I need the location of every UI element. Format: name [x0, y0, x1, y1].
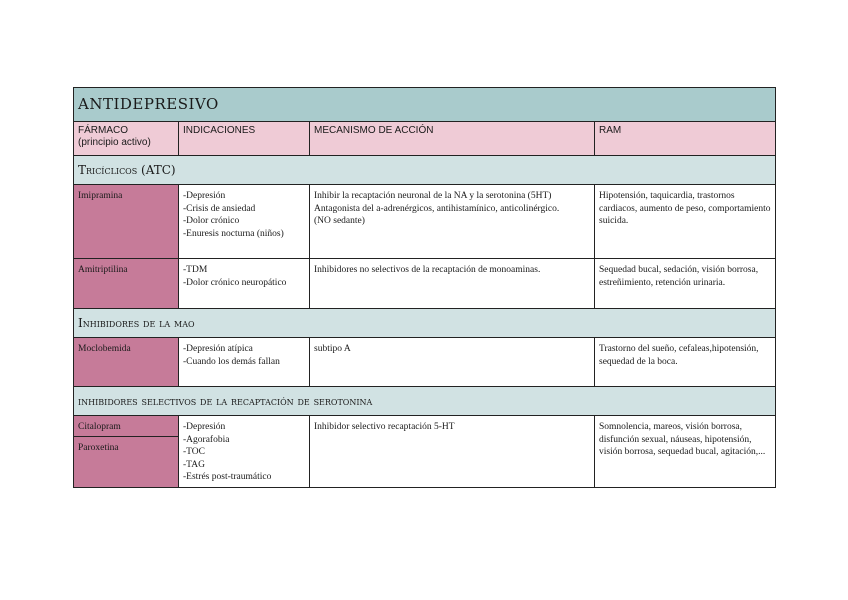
ram-cell: Hipotensión, taquicardia, trastornos cardiacos, aumento de peso, comportamiento suicida.	[595, 185, 776, 259]
antidepresivo-table	[73, 87, 776, 488]
section-triciclicos: Tricíclicos (ATC)	[74, 156, 776, 185]
mechanism-cell: Inhibir la recaptación neuronal de la NA y la serotonina (5HT) Antagonista del a-adrenérgicos, antihistamínico, anticolinérgico. (NO sedante)	[310, 185, 595, 259]
header-mecanismo: MECANISMO DE ACCIÓN	[310, 122, 595, 156]
table-row	[74, 338, 776, 387]
header-row	[74, 122, 776, 156]
drug-cell: Paroxetina	[74, 437, 179, 488]
table-row	[74, 259, 776, 309]
section-imao: Inhibidores de la mao	[74, 309, 776, 338]
indications-cell: -Depresión -Agorafobia -TOC -TAG -Estrés post-traumático	[179, 416, 310, 488]
indications-cell: -TDM -Dolor crónico neuropático	[179, 259, 310, 309]
section-row	[74, 387, 776, 416]
mechanism-cell: subtipo A	[310, 338, 595, 387]
drug-cell: Imipramina	[74, 185, 179, 259]
ram-cell: Trastorno del sueño, cefaleas,hipotensión, sequedad de la boca.	[595, 338, 776, 387]
title-row	[74, 88, 776, 122]
indications-cell: -Depresión atípica -Cuando los demás fallan	[179, 338, 310, 387]
header-indicaciones: INDICACIONES	[179, 122, 310, 156]
mechanism-cell: Inhibidor selectivo recaptación 5-HT	[310, 416, 595, 488]
table-title: ANTIDEPRESIVO	[74, 88, 776, 122]
header-ram: RAM	[595, 122, 776, 156]
mechanism-cell: Inhibidores no selectivos de la recaptación de monoaminas.	[310, 259, 595, 309]
drug-cell: Moclobemida	[74, 338, 179, 387]
ram-cell: Sequedad bucal, sedación, visión borrosa, estreñimiento, retención urinaria.	[595, 259, 776, 309]
drug-cell: Amitriptilina	[74, 259, 179, 309]
section-isrs: inhibidores selectivos de la recaptación de serotonina	[74, 387, 776, 416]
section-row	[74, 309, 776, 338]
ram-cell: Somnolencia, mareos, visión borrosa, disfunción sexual, náuseas, hipotensión, visión borrosa, sequedad bucal, agitación,...	[595, 416, 776, 488]
table-row	[74, 416, 776, 437]
indications-cell: -Depresión -Crisis de ansiedad -Dolor crónico -Enuresis nocturna (niños)	[179, 185, 310, 259]
section-row	[74, 156, 776, 185]
drug-cell: Citalopram	[74, 416, 179, 437]
table-row	[74, 185, 776, 259]
header-farmaco: FÁRMACO (principio activo)	[74, 122, 179, 156]
